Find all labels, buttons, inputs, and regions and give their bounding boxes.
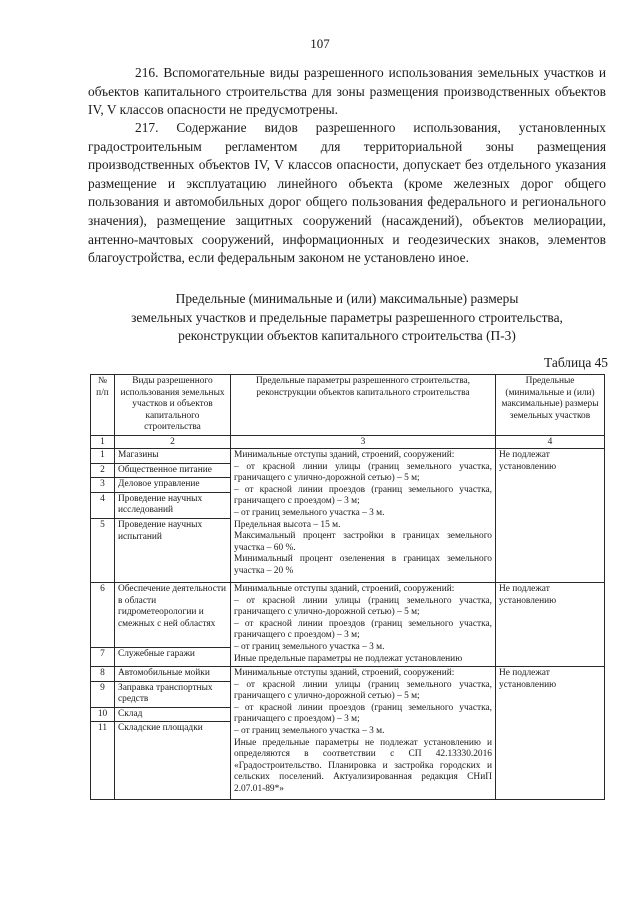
row-kind: Автомобильные мойки bbox=[115, 667, 231, 682]
header-params: Предельные параметры разрешенного строительства, реконструкции объектов капитального строительства bbox=[231, 375, 496, 436]
table-row bbox=[91, 582, 605, 647]
column-number: 4 bbox=[496, 435, 605, 448]
row-kind: Заправка транспортных средств bbox=[115, 681, 231, 707]
header-kind: Виды разрешенного использования земельных участков и объектов капитального строительства bbox=[115, 375, 231, 436]
limits-table bbox=[90, 374, 605, 800]
row-number: 10 bbox=[91, 707, 115, 722]
table-header-row bbox=[91, 375, 605, 436]
sizes-cell: Не подлежат установлению bbox=[496, 448, 605, 582]
row-number: 8 bbox=[91, 667, 115, 682]
row-number: 11 bbox=[91, 722, 115, 800]
row-kind: Служебные гаражи bbox=[115, 647, 231, 666]
row-kind: Магазины bbox=[115, 448, 231, 463]
indents-title: Минимальные отступы зданий, строений, сооружений: bbox=[234, 668, 455, 679]
page-number: 107 bbox=[310, 36, 330, 51]
indent-boundary: – от границ земельного участка – 3 м. bbox=[234, 507, 385, 518]
params-cell bbox=[231, 582, 496, 666]
column-number: 2 bbox=[115, 435, 231, 448]
table-row bbox=[91, 448, 605, 463]
row-number: 2 bbox=[91, 463, 115, 478]
row-number: 9 bbox=[91, 681, 115, 707]
max-height: Предельная высота – 15 м. bbox=[234, 519, 341, 530]
indent-passage: – от красной линии проездов (границ земельного участка, граничащего с проездом) – 3 м; bbox=[234, 484, 492, 507]
sizes-cell: Не подлежат установлению bbox=[496, 667, 605, 800]
max-coverage: Максимальный процент застройки в границах земельного участка – 60 %. bbox=[234, 531, 492, 553]
indent-passage: – от красной линии проездов (границ земельного участка, граничащего с проездом) – 3 м; bbox=[234, 618, 492, 641]
min-greenery: Минимальный процент озеленения в границах земельного участка – 20 % bbox=[234, 554, 492, 576]
row-kind: Проведение научных испытаний bbox=[115, 518, 231, 582]
paragraph-216: 216. Вспомогательные виды разрешенного использования земельных участков и объектов капитального строительства для зоны размещения производственных объектов IV, V классов опасности не предусмотрены. bbox=[88, 65, 606, 118]
row-kind: Обеспечение деятельности в области гидрометеорологии и смежных с ней областях bbox=[115, 582, 231, 647]
row-number: 3 bbox=[91, 478, 115, 493]
row-number: 5 bbox=[91, 518, 115, 582]
row-kind: Проведение научных исследований bbox=[115, 492, 231, 518]
column-number-row bbox=[91, 435, 605, 448]
column-number: 1 bbox=[91, 435, 115, 448]
row-number: 1 bbox=[91, 448, 115, 463]
row-kind: Общественное питание bbox=[115, 463, 231, 478]
row-number: 6 bbox=[91, 582, 115, 647]
header-sizes: Предельные (минимальные и (или) максимальные) размеры земельных участков bbox=[496, 375, 605, 436]
heading-line: Предельные (минимальные и (или) максимальные) размеры bbox=[175, 291, 519, 306]
heading-line: земельных участков и предельные параметры разрешенного строительства, bbox=[131, 309, 563, 325]
indents-title: Минимальные отступы зданий, строений, сооружений: bbox=[234, 583, 455, 594]
indent-street: – от красной линии улицы (границ земельного участка, граничащего с улично-дорожной сетью) – 5 м; bbox=[234, 679, 492, 702]
row-number: 7 bbox=[91, 647, 115, 666]
table-heading bbox=[88, 290, 606, 346]
indent-boundary: – от границ земельного участка – 3 м. bbox=[234, 641, 385, 652]
row-kind: Складские площадки bbox=[115, 722, 231, 800]
indent-street: – от красной линии улицы (границ земельного участка, граничащего с улично-дорожной сетью) – 5 м; bbox=[234, 461, 492, 484]
indent-passage: – от красной линии проездов (границ земельного участка, граничащего с проездом) – 3 м; bbox=[234, 702, 492, 725]
table-caption: Таблица 45 bbox=[544, 355, 608, 370]
other-params: Иные предельные параметры не подлежат установлению bbox=[234, 653, 463, 664]
sizes-cell: Не подлежат установлению bbox=[496, 582, 605, 666]
indents-title: Минимальные отступы зданий, строений, сооружений: bbox=[234, 449, 455, 460]
row-kind: Склад bbox=[115, 707, 231, 722]
header-no: № п/п bbox=[91, 375, 115, 436]
row-kind: Деловое управление bbox=[115, 478, 231, 493]
indent-boundary: – от границ земельного участка – 3 м. bbox=[234, 726, 385, 737]
params-cell bbox=[231, 448, 496, 582]
other-params: Иные предельные параметры не подлежат установлению и определяются в соответствии с СП 42.13330.2016 «Градостроительство. Планировка и застройка городских и сельских поселений. Актуализированная редакция СНиП 2.07.01-89*» bbox=[234, 737, 492, 795]
row-number: 4 bbox=[91, 492, 115, 518]
indent-street: – от красной линии улицы (границ земельного участка, граничащего с улично-дорожной сетью) – 5 м; bbox=[234, 595, 492, 618]
params-cell bbox=[231, 667, 496, 800]
paragraph-217: 217. Содержание видов разрешенного использования, установленных градостроительным регламентом для территориальной зоны размещения производственных объектов IV, V классов опасности, допускает без отдельного указания размещение и эксплуатацию линейного объекта (кроме железных дорог общего пользования и автомобильных дорог общего пользования федерального и регионального значения), размещение защитных сооружений (насаждений), объектов мелиорации, антенно-мачтовых сооружений, информационных и геодезических знаков, элементов благоустройства, если федеральным законом не установлено иное. bbox=[88, 120, 606, 266]
heading-line: реконструкции объектов капитального строительства (П-3) bbox=[178, 328, 516, 344]
column-number: 3 bbox=[231, 435, 496, 448]
table-row bbox=[91, 667, 605, 682]
